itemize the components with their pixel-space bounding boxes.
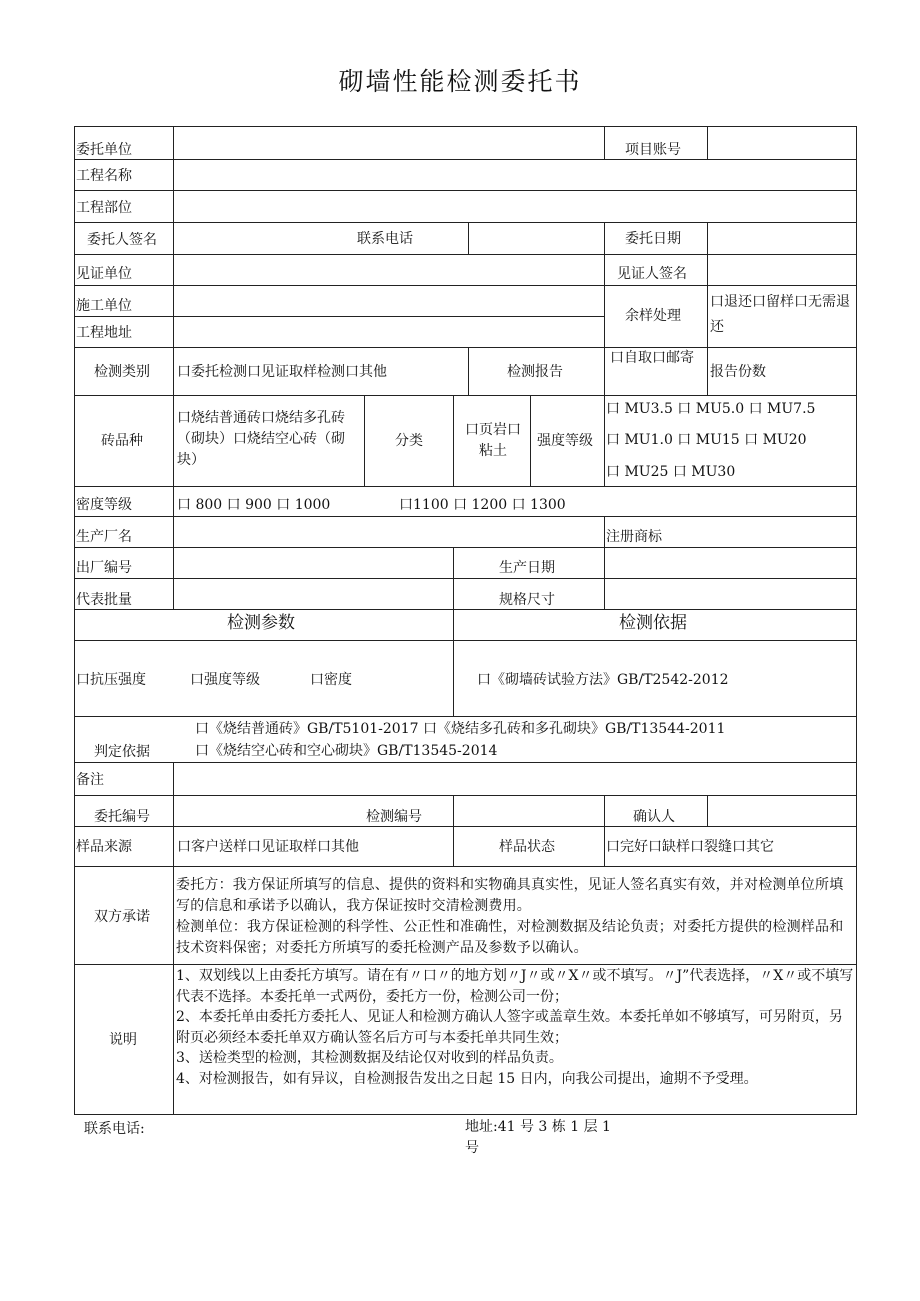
label-remarks: 备注 — [76, 772, 104, 788]
density-options-a[interactable]: 口 800 口 900 口 1000 — [177, 497, 331, 513]
label-test-number: 检测编号 — [366, 809, 422, 825]
label-project-address: 工程地址 — [76, 325, 132, 341]
notes-item: 1、双划线以上由委托方填写。请在有〃口〃的地方划〃J〃或〃X〃或不填写。〃J”代表选择，〃X〃或不填写代表不选择。本委托单一式两份，委托方一份，检测公司一份； — [176, 968, 854, 1005]
label-factory-number: 出厂编号 — [76, 560, 132, 576]
notes-item: 2、本委托单由委托方委托人、见证人和检测方确认人签字或盖章生效。本委托单如不够填写，可另附页，另附页必须经本委托单双方确认签名后方可与本委托单共同生效； — [176, 1009, 843, 1046]
test-category-options[interactable]: 口委托检测口见证取样检测口其他 — [177, 364, 387, 380]
label-report-copies: 报告份数 — [710, 364, 766, 380]
label-classification: 分类 — [395, 433, 423, 449]
label-test-category: 检测类别 — [94, 364, 150, 380]
label-construction-unit: 施工单位 — [76, 298, 132, 314]
notes-item: 4、对检测报告，如有异议，自检测报告发出之日起 15 日内，向我公司提出，逾期不予受理。 — [176, 1071, 758, 1087]
footer-phone: 联系电话: — [84, 1121, 145, 1137]
label-project-name: 工程名称 — [76, 168, 132, 184]
label-contact-phone: 联系电话 — [357, 231, 413, 247]
density-options-b[interactable]: 口1100 口 1200 口 1300 — [399, 497, 566, 513]
label-client-signature: 委托人签名 — [87, 232, 157, 248]
strength-options-row3[interactable]: 口 MU25 口 MU30 — [606, 464, 736, 480]
label-strength-grade: 强度等级 — [537, 433, 593, 449]
label-test-report: 检测报告 — [507, 364, 563, 380]
label-project-account: 项目账号 — [625, 142, 681, 158]
sample-source-options[interactable]: 口客户送样口见证取样口其他 — [177, 839, 359, 855]
notes-item: 3、送检类型的检测，其检测数据及结论仅对收到的样品负责。 — [176, 1050, 563, 1066]
label-manufacturer: 生产厂名 — [76, 529, 132, 545]
label-sample-state: 样品状态 — [499, 839, 555, 855]
commitment-lab-text: 检测单位：我方保证检测的科学性、公正性和准确性，对检测数据及结论负责；对委托方提供的检测样品和技术资料保密；对委托方所填写的委托检测产品及参数予以确认。 — [176, 919, 844, 956]
param-compressive-option[interactable]: 口抗压强度 — [76, 672, 146, 688]
basis-method-option[interactable]: 口《砌墙砖试验方法》GB/T2542-2012 — [477, 672, 729, 688]
sample-disposal-options[interactable]: 口退还口留样口无需退还 — [710, 294, 850, 335]
label-entrust-number: 委托编号 — [94, 809, 150, 825]
label-instructions: 说明 — [109, 1032, 137, 1048]
page-title: 砌墙性能检测委托书 — [338, 67, 582, 96]
header-test-params: 检测参数 — [227, 613, 295, 633]
label-confirmer: 确认人 — [633, 809, 675, 825]
brick-type-options[interactable]: 口烧结普通砖口烧结多孔砖（砌块）口烧结空心砖（砌块） — [177, 410, 345, 468]
label-batch: 代表批量 — [76, 592, 132, 608]
classification-options[interactable]: 口页岩口粘土 — [465, 422, 521, 459]
header-test-basis: 检测依据 — [619, 613, 687, 633]
label-judgment-basis: 判定依据 — [94, 744, 150, 760]
label-entrust-date: 委托日期 — [625, 231, 681, 247]
label-brick-type: 砖品种 — [101, 433, 143, 449]
label-density-grade: 密度等级 — [76, 497, 132, 513]
label-mutual-commitment: 双方承诺 — [94, 909, 150, 925]
label-trademark: 注册商标 — [606, 529, 662, 545]
label-project-part: 工程部位 — [76, 200, 132, 216]
label-production-date: 生产日期 — [499, 560, 555, 576]
sample-state-options[interactable]: 口完好口缺样口裂缝口其它 — [606, 839, 774, 855]
label-sample-disposal: 余样处理 — [625, 308, 681, 324]
judgment-option-line1[interactable]: 口《烧结普通砖》GB/T5101-2017 口《烧结多孔砖和多孔砌块》GB/T13544-2011 — [195, 721, 726, 737]
label-witness-signature: 见证人签名 — [617, 266, 687, 282]
strength-options-row1[interactable]: 口 MU3.5 口 MU5.0 口 MU7.5 — [606, 401, 816, 417]
label-specification: 规格尺寸 — [499, 592, 555, 608]
label-sample-source: 样品来源 — [76, 839, 132, 855]
commitment-client-text: 委托方：我方保证所填写的信息、提供的资料和实物确具真实性，见证人签名真实有效，并对检测单位所填写的信息和承诺予以确认，我方保证按时交清检测费用。 — [176, 877, 844, 914]
judgment-option-line2[interactable]: 口《烧结空心砖和空心砌块》GB/T13545-2014 — [195, 743, 498, 759]
report-pickup-options[interactable]: 口自取口邮寄 — [610, 350, 694, 366]
label-witness-unit: 见证单位 — [76, 266, 132, 282]
param-strength-grade-option[interactable]: 口强度等级 — [190, 672, 260, 688]
label-client-unit: 委托单位 — [76, 142, 132, 158]
footer-address: 地址:41 号 3 栋 1 层 1 号 — [465, 1119, 611, 1156]
param-density-option[interactable]: 口密度 — [310, 672, 352, 688]
strength-options-row2[interactable]: 口 MU1.0 口 MU15 口 MU20 — [606, 432, 807, 448]
